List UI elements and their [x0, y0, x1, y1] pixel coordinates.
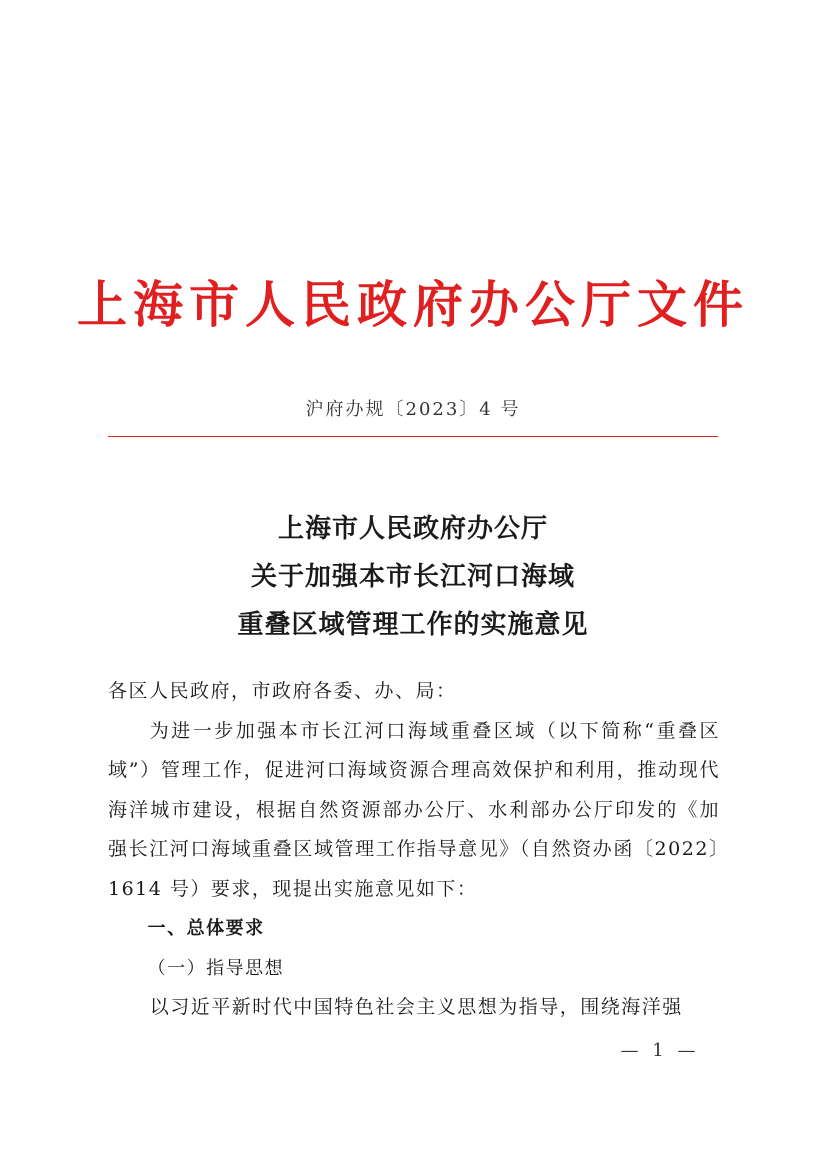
document-title-line: 重叠区域管理工作的实施意见 [237, 610, 589, 640]
red-divider-line [108, 436, 718, 437]
document-issuer-header: 上海市人民政府办公厅文件 [77, 275, 749, 334]
salutation: 各区人民政府，市政府各委、办、局： [108, 680, 457, 702]
body-paragraph: 为进一步加强本市长江河口海域重叠区域（以下简称“重叠区域”）管理工作，促进河口海域资源合理高效保护和利用，推动现代海洋城市建设，根据自然资源部办公厅、水利部办公厅印发的《加强长江河口海域重叠区域管理工作指导意见》（自然资办函〔2022〕1614 号）要求，现提出实施意见如下： [108, 719, 720, 900]
section-heading: 一、总体要求 [147, 918, 265, 939]
document-body [108, 672, 720, 1028]
document-title [0, 505, 826, 649]
document-number: 沪府办规〔2023〕4 号 [305, 399, 521, 420]
subsection-heading: （一）指导思想 [147, 957, 285, 979]
document-title-line: 关于加强本市长江河口海域 [250, 562, 575, 592]
body-paragraph: 以习近平新时代中国特色社会主义思想为指导，围绕海洋强 [149, 996, 683, 1018]
page-number: — 1 — [620, 1040, 700, 1061]
document-title-line: 上海市人民政府办公厅 [277, 514, 548, 544]
